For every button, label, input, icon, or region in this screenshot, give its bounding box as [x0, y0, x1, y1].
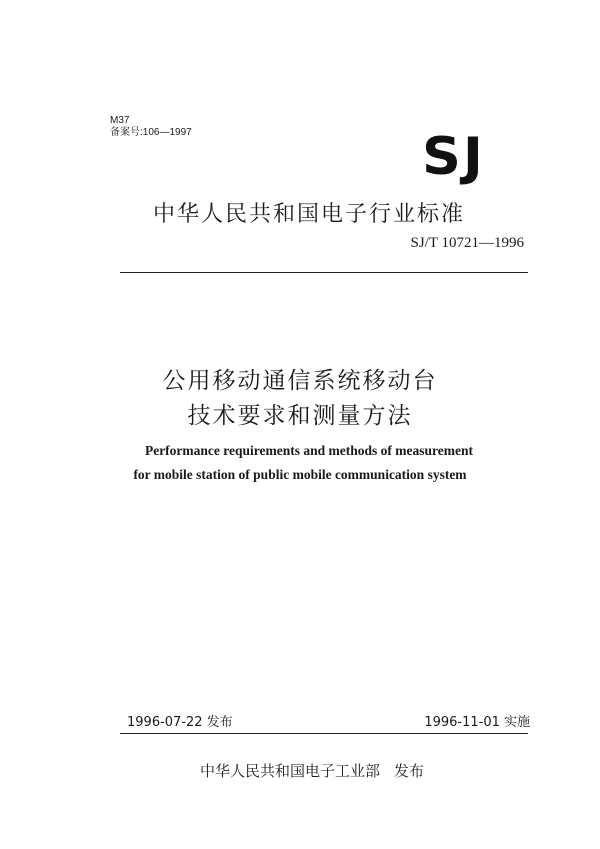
record-number: 备案号:106—1997	[110, 127, 192, 138]
title-chinese-line-2: 技术要求和测量方法	[187, 403, 413, 429]
title-english-line-1: Performance requirements and methods of measurement	[144, 443, 474, 458]
classification-block	[110, 115, 192, 139]
title-chinese-line-1: 公用移动通信系统移动台	[162, 368, 438, 394]
sj-logo: SJ	[422, 126, 485, 187]
implementation-date: 1996-11-01 实施	[424, 715, 530, 730]
issue-date: 1996-07-22 发布	[127, 715, 233, 730]
publisher-name: 中华人民共和国电子工业部	[199, 762, 380, 780]
bottom-divider	[120, 733, 528, 734]
publisher-action: 发布	[394, 762, 425, 780]
standard-category-heading: 中华人民共和国电子行业标准	[152, 202, 465, 227]
title-english-line-2: for mobile station of public mobile communication system	[133, 467, 467, 482]
classification-code: M37	[110, 115, 130, 126]
publisher-line	[0, 760, 600, 781]
standard-number: SJ/T 10721—1996	[410, 235, 524, 251]
top-divider	[120, 272, 528, 273]
